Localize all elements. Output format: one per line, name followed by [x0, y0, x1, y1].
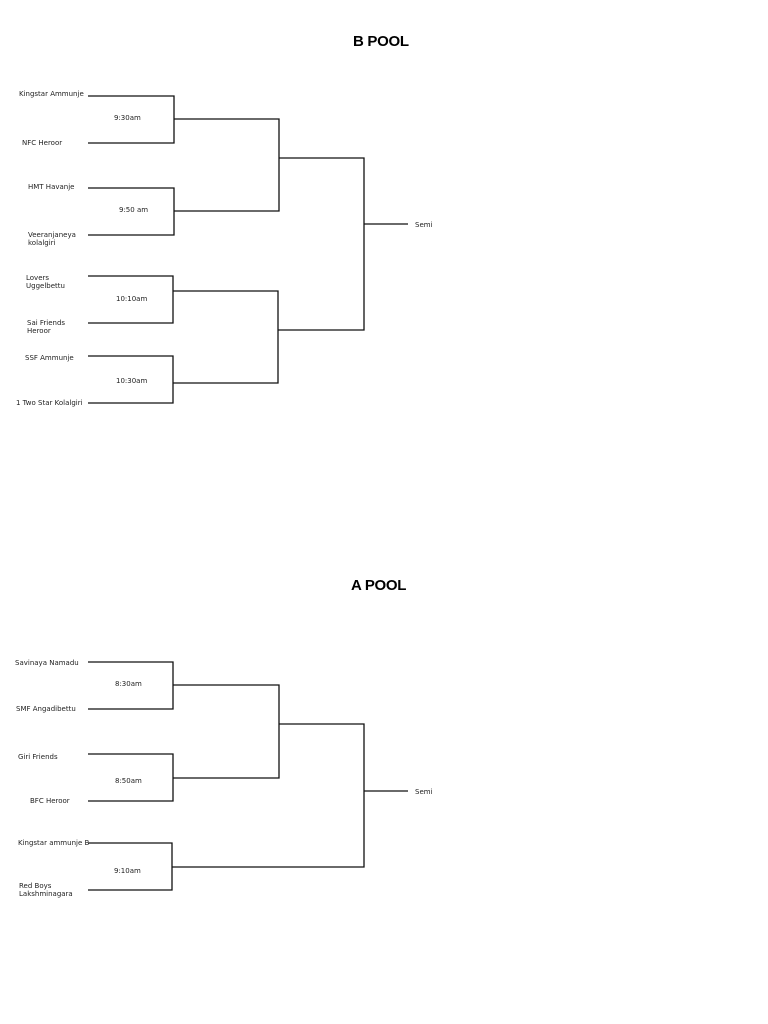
- b-pool-qf-2-line: [173, 291, 278, 383]
- b-pool-team-5: Lovers Uggelbettu: [26, 274, 65, 290]
- a-pool-sf-line: [172, 724, 364, 867]
- a-pool-title: A POOL: [351, 577, 407, 594]
- b-pool-team-3: HMT Havanje: [28, 183, 75, 191]
- a-pool-time-2: 8:50am: [115, 777, 142, 785]
- a-pool-team-5: Kingstar ammunje B: [18, 839, 90, 847]
- a-pool-team-6: Red Boys Lakshminagara: [19, 882, 73, 898]
- b-pool-title: B POOL: [353, 33, 409, 50]
- b-pool-team-8: 1 Two Star Kolalgiri: [16, 399, 83, 407]
- a-pool-team-3: Giri Friends: [18, 753, 58, 761]
- a-pool-team-2: SMF Angadibettu: [16, 705, 76, 713]
- a-pool-time-3: 9:10am: [114, 867, 141, 875]
- b-pool-team-6: Sai Friends Heroor: [27, 319, 66, 335]
- b-pool-team-7: SSF Ammunje: [25, 354, 74, 362]
- b-pool-team-4: Veeranjaneya kolalgiri: [28, 231, 76, 247]
- a-pool-team-1: Savinaya Namadu: [15, 659, 79, 667]
- b-pool-sf-line: [278, 158, 364, 330]
- b-pool-semi-label: Semi: [415, 221, 433, 229]
- b-pool-team-1: Kingstar Ammunje: [19, 90, 84, 98]
- a-pool-team-4: BFC Heroor: [30, 797, 70, 805]
- a-pool-qf-line: [173, 685, 279, 778]
- b-pool-team-2: NFC Heroor: [22, 139, 63, 147]
- b-pool-qf-1-line: [174, 119, 279, 211]
- b-pool-time-3: 10:10am: [116, 295, 148, 303]
- a-pool-time-1: 8:30am: [115, 680, 142, 688]
- b-pool-time-2: 9:50 am: [119, 206, 149, 214]
- b-pool-time-1: 9:30am: [114, 114, 141, 122]
- a-pool-semi-label: Semi: [415, 788, 433, 796]
- b-pool-time-4: 10:30am: [116, 377, 148, 385]
